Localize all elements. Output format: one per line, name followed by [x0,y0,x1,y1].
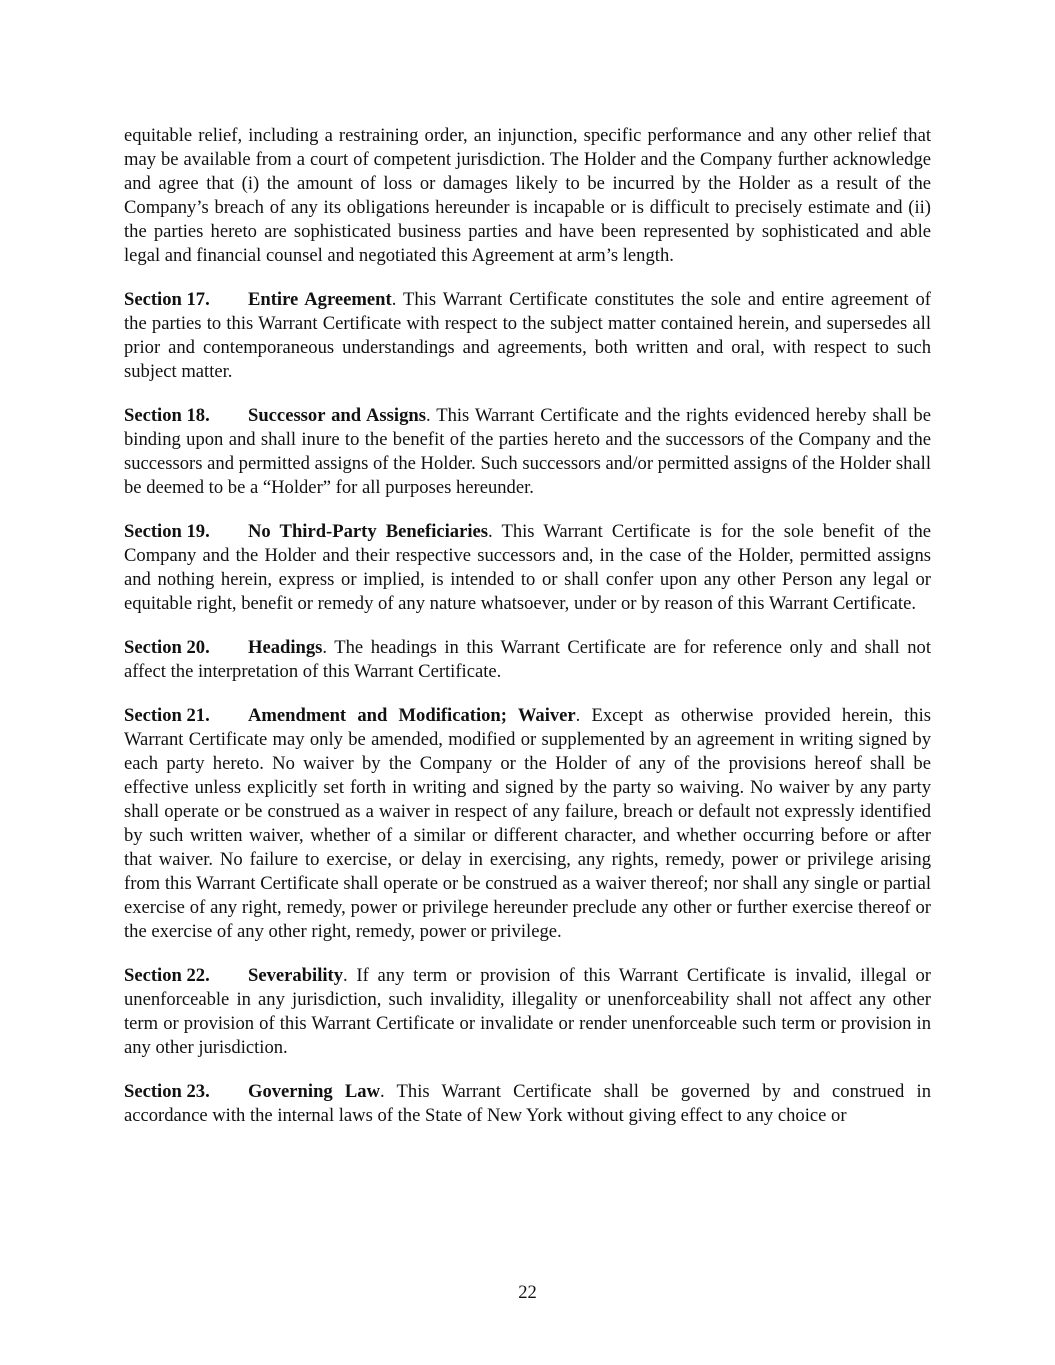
section-title: Severability [248,965,344,986]
section-body: . This Warrant Certificate is for the sole benefit of the Company and the Holder and their respective successors and, in the case of the Holder, permitted assigns and nothing herein, express or implied, is intended to or shall confer upon any other Person any legal or equitable right, benefit or remedy of any nature whatsoever, under or by reason of this Warrant Certificate. [124,521,931,614]
section-23 [124,1080,931,1128]
section-number: Section 17. [124,289,210,310]
section-body: . Except as otherwise provided herein, this Warrant Certificate may only be amended, modified or supplemented by an agreement in writing signed by each party hereto. No waiver by the Company or the Holder of any of the provisions hereof shall be effective unless explicitly set forth in writing and signed by the party so waiving. No waiver by any party shall operate or be construed as a waiver in respect of any failure, breach or default not expressly identified by such written waiver, whether of a similar or different character, and whether occurring before or after that waiver. No failure to exercise, or delay in exercising, any rights, remedy, power or privilege arising from this Warrant Certificate shall operate or be construed as a waiver thereof; nor shall any single or partial exercise of any right, remedy, power or privilege hereunder preclude any other or further exercise thereof or the exercise of any other right, remedy, power or privilege. [124,705,931,942]
section-number: Section 18. [124,405,210,426]
section-21 [124,704,931,944]
section-18 [124,404,931,500]
section-body: . This Warrant Certificate shall be governed by and construed in accordance with the internal laws of the State of New York without giving effect to any choice or [124,1081,932,1126]
section-number: Section 21. [124,705,210,726]
section-body: . The headings in this Warrant Certificate are for reference only and shall not affect the interpretation of this Warrant Certificate. [124,637,931,682]
section-20 [124,636,931,684]
intro-paragraph: equitable relief, including a restraining order, an injunction, specific performance and any other relief that may be available from a court of competent jurisdiction. The Holder and the Company further acknowledge and agree that (i) the amount of loss or damages likely to be incurred by the Holder as a result of the Company’s breach of any its obligations hereunder is incapable or is difficult to precisely estimate and (ii) the parties hereto are sophisticated business parties and have been represented by sophisticated and able legal and financial counsel and negotiated this Agreement at arm’s length. [124,125,931,266]
section-number: Section 20. [124,637,210,658]
section-19 [124,520,931,616]
section-body: . If any term or provision of this Warrant Certificate is invalid, illegal or unenforceable in any jurisdiction, such invalidity, illegality or unenforceability shall not affect any other term or provision of this Warrant Certificate or invalidate or render unenforceable such term or provision in any other jurisdiction. [124,965,931,1058]
section-number: Section 22. [124,965,210,986]
section-17 [124,288,931,384]
section-title: Headings [248,637,323,658]
document-page [124,124,931,1148]
section-title: Entire Agreement [248,289,392,310]
section-title: Successor and Assigns [248,405,426,426]
page-number: 22 [518,1282,537,1303]
section-body: . This Warrant Certificate constitutes the sole and entire agreement of the parties to this Warrant Certificate with respect to the subject matter contained herein, and supersedes all prior and contemporaneous understandings and agreements, both written and oral, with respect to such subject matter. [124,289,931,382]
section-title: Governing Law [248,1081,381,1102]
section-title: Amendment and Modification; Waiver [248,705,576,726]
section-title: No Third-Party Beneficiaries [248,521,489,542]
section-number: Section 23. [124,1081,210,1102]
section-body: . This Warrant Certificate and the rights evidenced hereby shall be binding upon and shall inure to the benefit of the parties hereto and the successors of the Company and the successors and permitted assigns of the Holder. Such successors and/or permitted assigns of the Holder shall be deemed to be a “Holder” for all purposes hereunder. [124,405,931,498]
section-22 [124,964,931,1060]
section-number: Section 19. [124,521,210,542]
